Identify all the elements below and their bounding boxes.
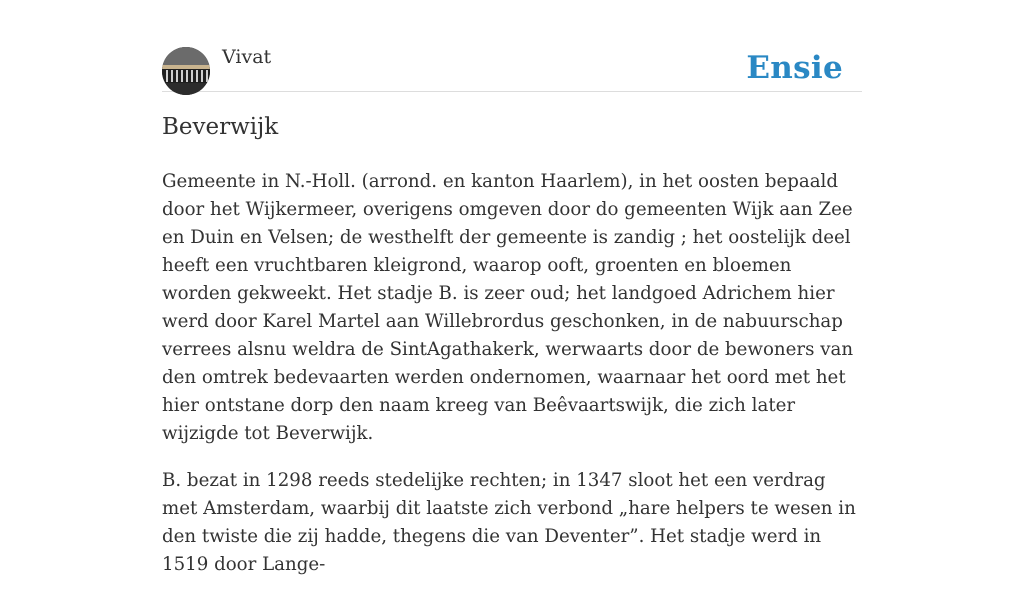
- author-name-link[interactable]: Vivat: [222, 46, 272, 68]
- article-paragraph-2: B. bezat in 1298 reeds stedelijke rechten; in 1347 sloot het een verdrag met Amsterdam, waarbij dit laatste zich verbond „hare helpers te wesen in den twiste die zij hadde, thegens die van Deventer”. Het stadje werd in 1519 door Lange-: [162, 470, 856, 575]
- page: [162, 0, 862, 575]
- article-title: Beverwijk: [162, 114, 279, 140]
- author-avatar[interactable]: [162, 47, 210, 95]
- header: [162, 0, 862, 92]
- typewriter-photo-icon: [162, 47, 210, 95]
- article-body: [162, 168, 862, 598]
- ensie-logo-link[interactable]: Ensie: [746, 50, 843, 86]
- article-paragraph-1: Gemeente in N.-Holl. (arrond. en kanton Haarlem), in het oosten bepaald door het Wijkermeer, overigens omgeven door do gemeenten Wijk aan Zee en Duin en Velsen; de westhelft der gemeente is zandig ; het oostelijk deel heeft een vruchtbaren kleigrond, waarop ooft, groenten en bloemen worden gekweekt. Het stadje B. is zeer oud; het landgoed Adrichem hier werd door Karel Martel aan Willebrordus geschonken, in de nabuurschap verrees alsnu weldra de SintAgathakerk, werwaarts door de bewoners van den omtrek bedevaarten werden ondernomen, waarnaar het oord met het hier ontstane dorp den naam kreeg van Beêvaartswijk, die zich later wijzigde tot Beverwijk.: [162, 171, 854, 444]
